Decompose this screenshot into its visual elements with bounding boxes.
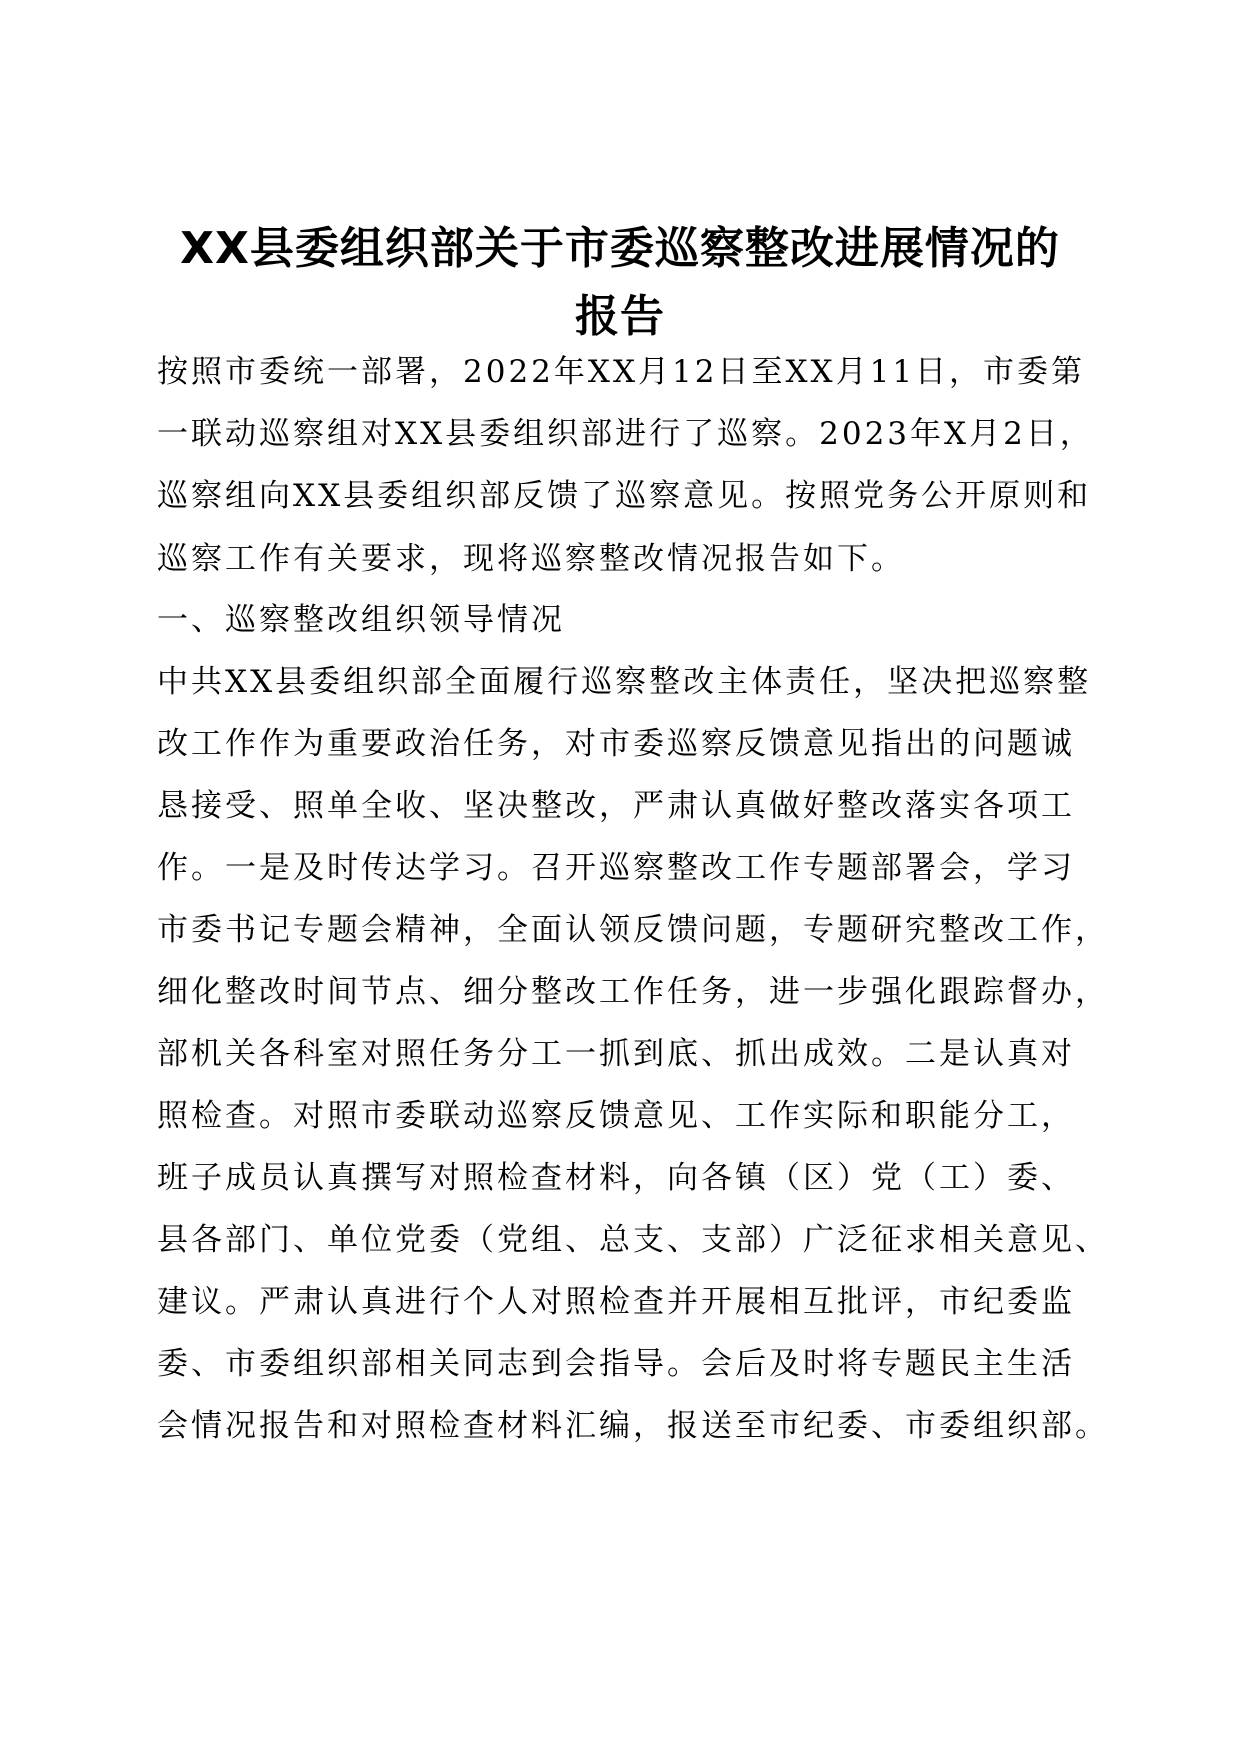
- body-line-4: 巡察工作有关要求，现将巡察整改情况报告如下。: [157, 541, 905, 577]
- body-line-12: 部机关各科室对照任务分工一抓到底、抓出成效。二是认真对: [157, 1036, 1075, 1072]
- body-line-7: 改工作作为重要政治任务，对市委巡察反馈意见指出的问题诚: [157, 726, 1075, 762]
- body-line-9: 作。一是及时传达学习。召开巡察整改工作专题部署会，学习: [157, 850, 1075, 886]
- body-line-2: 一联动巡察组对XX县委组织部进行了巡察。2023年X月2日，: [157, 416, 1094, 452]
- body-line-13: 照检查。对照市委联动巡察反馈意见、工作实际和职能分工，: [157, 1098, 1075, 1134]
- body-line-3: 巡察组向XX县委组织部反馈了巡察意见。按照党务公开原则和: [157, 478, 1092, 514]
- section-heading-1: 一、巡察整改组织领导情况: [157, 602, 565, 638]
- body-line-6: 中共XX县委组织部全面履行巡察整改主体责任，坚决把巡察整: [157, 664, 1092, 700]
- body-line-15: 县各部门、单位党委（党组、总支、支部）广泛征求相关意见、: [157, 1222, 1109, 1258]
- body-line-17: 委、市委组织部相关同志到会指导。会后及时将专题民主生活: [157, 1346, 1075, 1382]
- title-line-2: 报告: [575, 291, 665, 342]
- body-line-11: 细化整改时间节点、细分整改工作任务，进一步强化跟踪督办，: [157, 974, 1109, 1010]
- body-line-18: 会情况报告和对照检查材料汇编，报送至市纪委、市委组织部。: [157, 1408, 1109, 1444]
- body-line-16: 建议。严肃认真进行个人对照检查并开展相互批评，市纪委监: [157, 1284, 1075, 1320]
- title-line-1: XX县委组织部关于市委巡察整改进展情况的: [180, 223, 1060, 274]
- body-line-10: 市委书记专题会精神，全面认领反馈问题，专题研究整改工作，: [157, 912, 1109, 948]
- body-line-1: 按照市委统一部署，2022年XX月12日至XX月11日，市委第: [157, 354, 1086, 390]
- document-title: [120, 215, 1120, 351]
- body-line-14: 班子成员认真撰写对照检查材料，向各镇（区）党（工）委、: [157, 1160, 1075, 1196]
- body-line-8: 恳接受、照单全收、坚决整改，严肃认真做好整改落实各项工: [157, 788, 1075, 824]
